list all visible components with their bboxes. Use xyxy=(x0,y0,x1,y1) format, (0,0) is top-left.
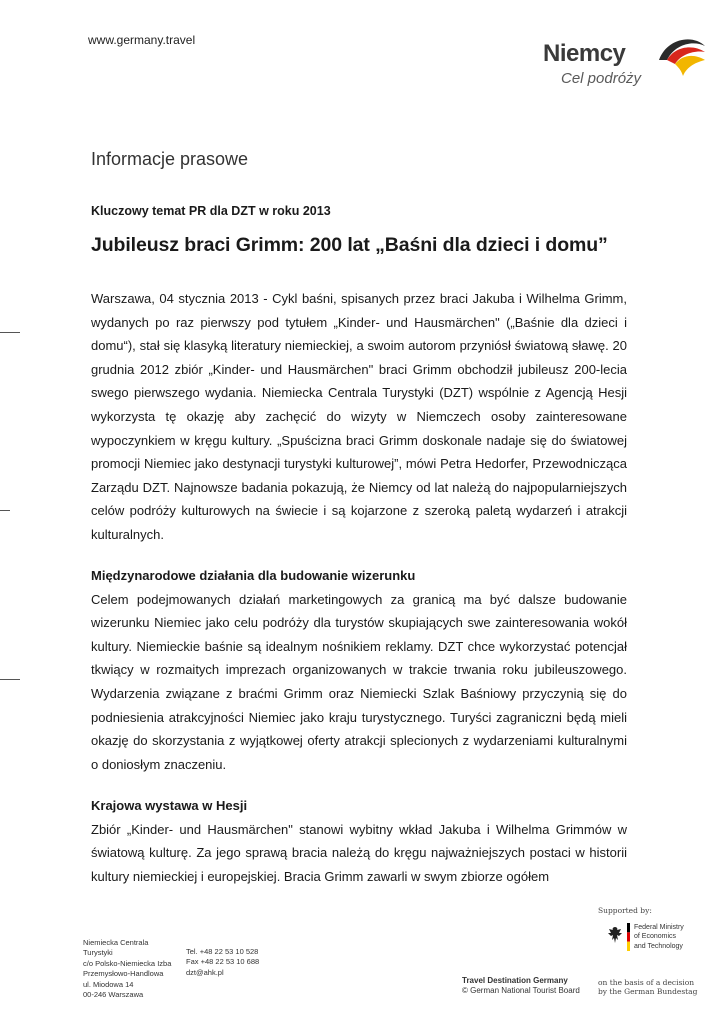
fax: Fax +48 22 53 10 688 xyxy=(186,957,260,967)
intro-paragraph xyxy=(91,287,627,547)
ministry-line: of Economics xyxy=(634,933,677,941)
section-international xyxy=(91,564,627,776)
german-flag-icon xyxy=(627,923,630,951)
ministry-name xyxy=(634,923,684,951)
ministry-line: and Technology xyxy=(634,942,683,950)
tdg-copyright: © German National Tourist Board xyxy=(462,986,580,995)
brand-logo-block xyxy=(535,30,705,98)
address-line: Niemiecka Centrala xyxy=(83,938,149,947)
bundestag-line: by the German Bundestag xyxy=(598,987,698,997)
tdg-name: Travel Destination Germany xyxy=(462,976,568,985)
section2-text: Zbiór „Kinder- und Hausmärchen" stanowi wybitny wkład Jakuba i Wilhelma Grimmów w światową kulturę. Za jego sprawą bracia należą do kręgu najważniejszych postaci w historii kultury niemieckiej i europejskiej. Bracia Grimm zawarli w swym zbiorze ogółem xyxy=(91,821,627,884)
footer-address xyxy=(83,938,171,1000)
eagle-icon xyxy=(606,925,624,945)
section2-heading: Krajowa wystawa w Hesji xyxy=(91,798,248,813)
phone: Tel. +48 22 53 10 528 xyxy=(186,947,259,956)
website-url[interactable]: www.germany.travel xyxy=(88,33,196,47)
address-line: Turystyki xyxy=(83,948,113,958)
kicker: Kluczowy temat PR dla DZT w roku 2013 xyxy=(91,204,331,218)
punch-mark xyxy=(0,510,10,511)
section1-heading: Międzynarodowe działania dla budowanie wizerunku xyxy=(91,568,416,583)
brand-name: Niemcy xyxy=(543,40,626,67)
page-title: Jubileusz braci Grimm: 200 lat „Baśni dla dzieci i domu” xyxy=(91,234,608,256)
section-heading: Informacje prasowe xyxy=(91,149,249,169)
bird-logo-icon xyxy=(653,32,707,92)
email-link[interactable]: dzt@ahk.pl xyxy=(186,967,224,977)
section1-text: Celem podejmowanych działań marketingowych za granicą ma być dalsze budowanie wizerunku Niemiec jako celu podróży dla turystów skupiających swe zainteresowania wokół kultury. Niemieckie baśnie są idealnym nośnikiem reklamy. DZT chce wykorzystać potencjał tkwiący w rozmaitych imprezach organizowanych w trakcie trwania roku jubileuszowego. Wydarzenia związane z braćmi Grimm oraz Niemiecki Szlak Baśniowy przyczynią się do podniesienia atrakcyjności Niemiec jako kraju turystycznego. Turyści zagraniczni będą mieli okazję do skorzystania z wyjątkowej oferty atrakcji splecionych z wydarzeniami kulturalnymi o doniosłym znaczeniu. xyxy=(91,591,627,772)
fold-mark xyxy=(0,332,20,333)
footer-contact xyxy=(186,947,259,978)
bundestag-note xyxy=(598,978,697,997)
brand-tagline: Cel podróży xyxy=(561,70,642,87)
address-line: ul. Miodowa 14 xyxy=(83,979,134,989)
bundestag-line: on the basis of a decision xyxy=(598,978,695,987)
intro-text: Warszawa, 04 stycznia 2013 - Cykl baśni, spisanych przez braci Jakuba i Wilhelma Grimm, wydanych po raz pierwszy pod tytułem „Kinder- und Hausmärchen" („Baśnie dla dzieci i domu“), stał się klasyką literatury niemieckiej, a swoim autorom przyniósł światową sławę. 20 grudnia 2012 zbiór „Kinder- und Hausmärchen" braci Grimm obchodził jubileusz 200-lecia swego pierwszego wydania. Niemiecka Centrala Turystyki (DZT) wspólnie z Agencją Hesji wykorzysta tę okazję aby zachęcić do wizyty w Niemczech osoby zainteresowane wypoczynkiem w kręgu kultury. „Spuścizna braci Grimm doskonale nadaje się do światowej promocji Niemiec jako destynacji turystyki kulturowej”, mówi Petra Hedorfer, Przewodnicząca Zarządu DZT. Najnowsze badania pokazują, że Niemcy od lat należą do najpopularniejszych celów podróży kulturowych na świecie i są kojarzone z szeroką paletą wydarzeń i atrakcji kulturalnych. xyxy=(91,291,627,542)
address-line: c/o Polsko-Niemiecka Izba xyxy=(83,958,172,968)
address-line: 00-246 Warszawa xyxy=(83,990,144,1000)
section-exhibition xyxy=(91,794,627,888)
tdg-logo xyxy=(462,976,580,996)
supported-by-label: Supported by: xyxy=(598,906,652,915)
fold-mark xyxy=(0,679,20,680)
address-line: Przemysłowo-Handlowa xyxy=(83,969,164,979)
ministry-line: Federal Ministry xyxy=(634,924,684,931)
